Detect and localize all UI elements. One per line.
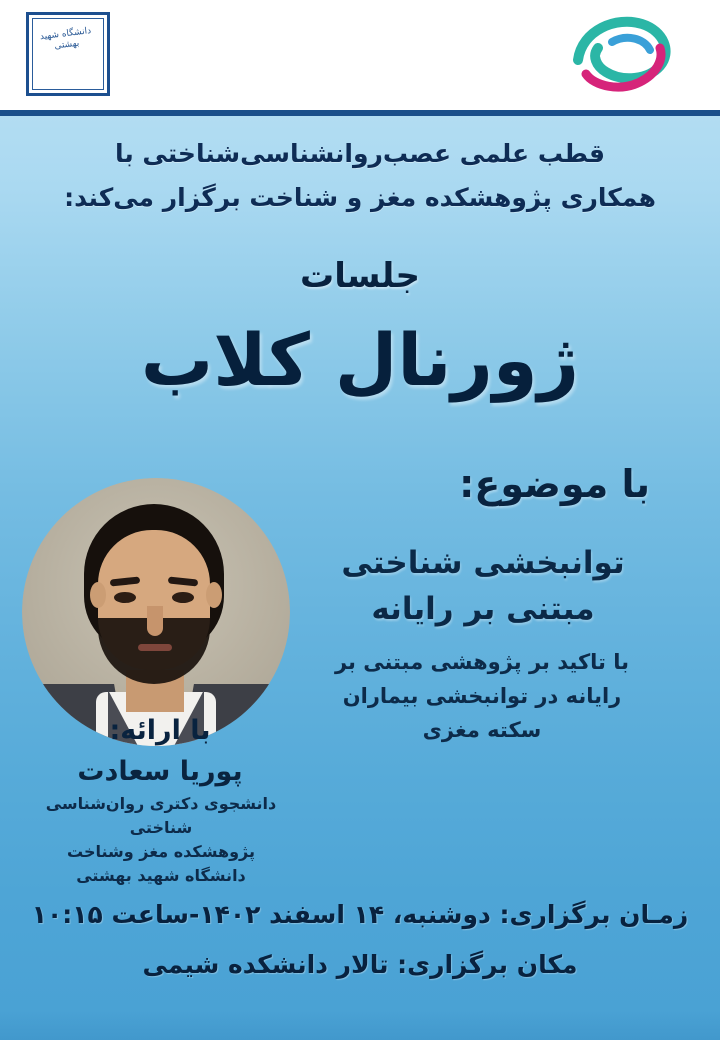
subject-title-line-1: توانبخشی شناختی [341,545,625,581]
presenter-affiliation [36,792,286,888]
presenter-name: پوریا سعادت [77,756,243,787]
portrait-mouth [138,644,172,651]
portrait-nose [147,606,163,636]
portrait-ear-left [90,582,106,608]
subject-label: با موضوع: [459,462,650,506]
intro-line-1: قطب علمی عصب‌روانشناسی‌شناختی با [114,139,606,168]
portrait-ear-right [206,582,222,608]
subject-description [314,645,650,747]
portrait-eye-left [114,592,136,603]
presenter-affiliation-line-3: دانشگاه شهید بهشتی [76,866,246,885]
subject-desc-line-1: با تاکید بر پژوهشی مبتنی بر [334,650,630,674]
title-small: جلسات [300,256,420,296]
title-big: ژورنال کلاب [140,318,580,402]
subject-title-line-2: مبتنی بر رایانه [371,591,595,627]
university-logo [22,8,114,100]
institute-logo [572,12,682,96]
subject-desc-line-2: رایانه در توانبخشی بیماران [342,684,622,708]
intro-line-2: همکاری پژوهشکده مغز و شناخت برگزار می‌کند: [64,183,656,212]
intro-text [0,132,720,220]
university-logo-script: دانشگاه شهید بهشتی [39,26,92,52]
presenter-affiliation-line-2: پژوهشکده مغز وشناخت [67,842,255,861]
presenter-label: با ارائه: [109,715,211,746]
university-logo-inner [32,18,104,90]
presenter-affiliation-line-1: دانشجوی دکتری روان‌شناسی شناختی [45,794,277,837]
event-place: مکان برگزاری: تالار دانشکده شیمی [142,950,578,979]
presenter-portrait-illustration [22,478,290,746]
presenter-photo [22,478,290,746]
bottom-gradient [0,1010,720,1040]
event-time: زمـان برگزاری: دوشنبه، ۱۴ اسفند ۱۴۰۲-ساعت ۱۰:۱۵ [31,900,689,929]
subject-title [318,540,648,632]
portrait-eye-right [172,592,194,603]
subject-desc-line-3: سکته مغزی [422,718,542,742]
header-divider-rule [0,110,720,116]
